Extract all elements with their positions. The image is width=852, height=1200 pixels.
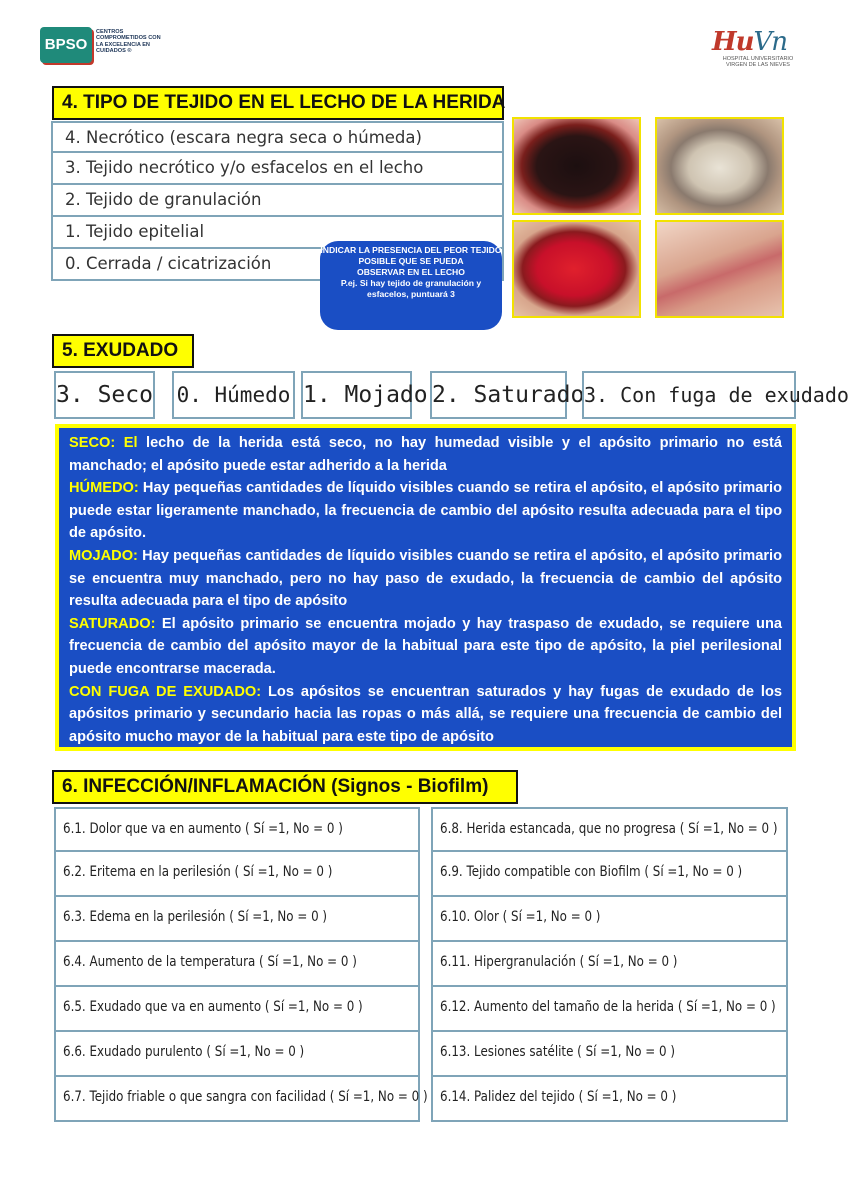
sign-6-10 <box>431 897 788 942</box>
tissue-item-0: 0. Cerrada / cicatrización <box>51 249 504 281</box>
desc-saturado <box>69 613 782 681</box>
desc-saturado-key: SATURADO: <box>69 615 156 632</box>
sign-6-14-label: 6.14. Palidez del tejido ( Sí =1, No = 0 ) <box>440 1089 677 1105</box>
sign-6-9 <box>431 852 788 897</box>
exudate-saturado: 2. Saturado <box>430 371 567 419</box>
huvn-logo-a: Hu <box>712 27 754 57</box>
note-line-2: OBSERVAR EN EL LECHO <box>357 267 465 277</box>
sign-6-14 <box>431 1077 788 1122</box>
huvn-subtitle: HOSPITAL UNIVERSITARIO VIRGEN DE LAS NIEVES <box>722 56 794 68</box>
tissue-item-2: 2. Tejido de granulación <box>51 185 504 217</box>
desc-fuga <box>69 681 782 749</box>
photo-slough-wound <box>655 117 784 215</box>
bpso-tagline: CENTROS COMPROMETIDOS CON LA EXCELENCIA EN CUIDADOS ® <box>96 29 161 55</box>
desc-mojado <box>69 545 782 613</box>
signs-left-column <box>54 807 428 1122</box>
sign-6-10-label: 6.10. Olor ( Sí =1, No = 0 ) <box>440 909 601 925</box>
desc-fuga-key: CON FUGA DE EXUDADO: <box>69 683 262 700</box>
desc-humedo-key: HÚMEDO: <box>69 480 139 497</box>
sign-6-1 <box>54 807 420 852</box>
photo-granulation-wound <box>512 220 641 318</box>
huvn-logo-mark <box>712 28 804 56</box>
sign-6-11 <box>431 942 788 987</box>
desc-seco-text: lecho de la herida está seco, no hay humedad visible y el apósito primario no está manchado; el apósito puede estar adherido a la herida <box>69 435 783 474</box>
sign-6-6-label: 6.6. Exudado purulento ( Sí =1, No = 0 ) <box>63 1044 305 1060</box>
tissue-item-3: 3. Tejido necrótico y/o esfacelos en el lecho <box>51 153 504 185</box>
exudate-mojado: 1. Mojado <box>301 371 412 419</box>
desc-humedo <box>69 477 782 545</box>
sign-6-3 <box>54 897 420 942</box>
sign-6-12 <box>431 987 788 1032</box>
note-line-1: INDICAR LA PRESENCIA DEL PEOR TEJIDO POSIBLE QUE SE PUEDA <box>320 245 502 266</box>
desc-mojado-text: Hay pequeñas cantidades de líquido visibles cuando se retira el apósito, el apósito primario se encuentra muy manchado, pero no hay paso de exudado, la frecuencia de cambio del apósito resulta adecuada para el tipo de apósito <box>69 547 782 610</box>
section6-title: 6. INFECCIÓN/INFLAMACIÓN (Signos - Biofilm) <box>52 770 518 804</box>
sign-6-4-label: 6.4. Aumento de la temperatura ( Sí =1, No = 0 ) <box>63 954 357 970</box>
huvn-logo-b: Vn <box>753 27 787 57</box>
bpso-logo <box>40 27 165 67</box>
tissue-item-1: 1. Tejido epitelial <box>51 217 504 249</box>
worst-tissue-note <box>320 241 502 330</box>
sign-6-9-label: 6.9. Tejido compatible con Biofilm ( Sí =1, No = 0 ) <box>440 864 743 880</box>
photo-necrotic-wound <box>512 117 641 215</box>
sign-6-13-label: 6.13. Lesiones satélite ( Sí =1, No = 0 ) <box>440 1044 675 1060</box>
huvn-logo <box>712 28 804 70</box>
desc-seco-key: SECO: El <box>69 435 138 451</box>
section5-title: 5. EXUDADO <box>52 334 194 368</box>
signs-right-column <box>431 807 788 1122</box>
sign-6-7-label: 6.7. Tejido friable o que sangra con facilidad ( Sí =1, No = 0 ) <box>63 1089 428 1105</box>
sign-6-2 <box>54 852 420 897</box>
bpso-badge: BPSO <box>40 27 92 63</box>
sign-6-3-label: 6.3. Edema en la perilesión ( Sí =1, No = 0 ) <box>63 909 328 925</box>
exudate-seco: 3. Seco <box>54 371 155 419</box>
desc-mojado-key: MOJADO: <box>69 547 138 564</box>
sign-6-13 <box>431 1032 788 1077</box>
exudate-fuga: 3. Con fuga de exudado <box>582 371 796 419</box>
sign-6-2-label: 6.2. Eritema en la perilesión ( Sí =1, No = 0 ) <box>63 864 333 880</box>
sign-6-5 <box>54 987 420 1032</box>
sign-6-11-label: 6.11. Hipergranulación ( Sí =1, No = 0 ) <box>440 954 678 970</box>
exudate-descriptions <box>55 424 796 751</box>
sign-6-7 <box>54 1077 428 1122</box>
sign-6-12-label: 6.12. Aumento del tamaño de la herida ( Sí =1, No = 0 ) <box>440 999 776 1015</box>
sign-6-6 <box>54 1032 420 1077</box>
sign-6-5-label: 6.5. Exudado que va en aumento ( Sí =1, No = 0 ) <box>63 999 363 1015</box>
sign-6-8-label: 6.8. Herida estancada, que no progresa ( Sí =1, No = 0 ) <box>440 821 778 837</box>
sign-6-4 <box>54 942 420 987</box>
exudate-humedo: 0. Húmedo <box>172 371 295 419</box>
section4-title: 4. TIPO DE TEJIDO EN EL LECHO DE LA HERIDA <box>52 86 504 120</box>
desc-seco <box>69 432 782 477</box>
desc-fuga-text: Los apósitos se encuentran saturados y hay fugas de exudado de los apósitos primario y secundario hacia las ropas o más allá, se requiere una frecuencia de cambio del apósito mucho mayor de la habitual para este tipo de apósito <box>69 683 782 745</box>
photo-epithelial-wound <box>655 220 784 318</box>
sign-6-1-label: 6.1. Dolor que va en aumento ( Sí =1, No = 0 ) <box>63 821 343 837</box>
sign-6-8 <box>431 807 788 852</box>
desc-humedo-text: Hay pequeñas cantidades de líquido visibles cuando se retira el apósito, el apósito primario puede estar ligeramente manchado, la frecuencia de cambio del apósito resulta adecuada para el tipo de apósito. <box>69 480 782 542</box>
desc-saturado-text: El apósito primario se encuentra mojado y hay traspaso de exudado, se requiere una frecuencia de cambio del apósito mayor de la habitual para este tipo de apósito, la piel perilesional puede encontrarse macerada. <box>69 615 782 677</box>
tissue-item-4: 4. Necrótico (escara negra seca o húmeda) <box>51 121 504 153</box>
note-line-3: P.ej. Si hay tejido de granulación y esfacelos, puntuará 3 <box>340 278 482 299</box>
